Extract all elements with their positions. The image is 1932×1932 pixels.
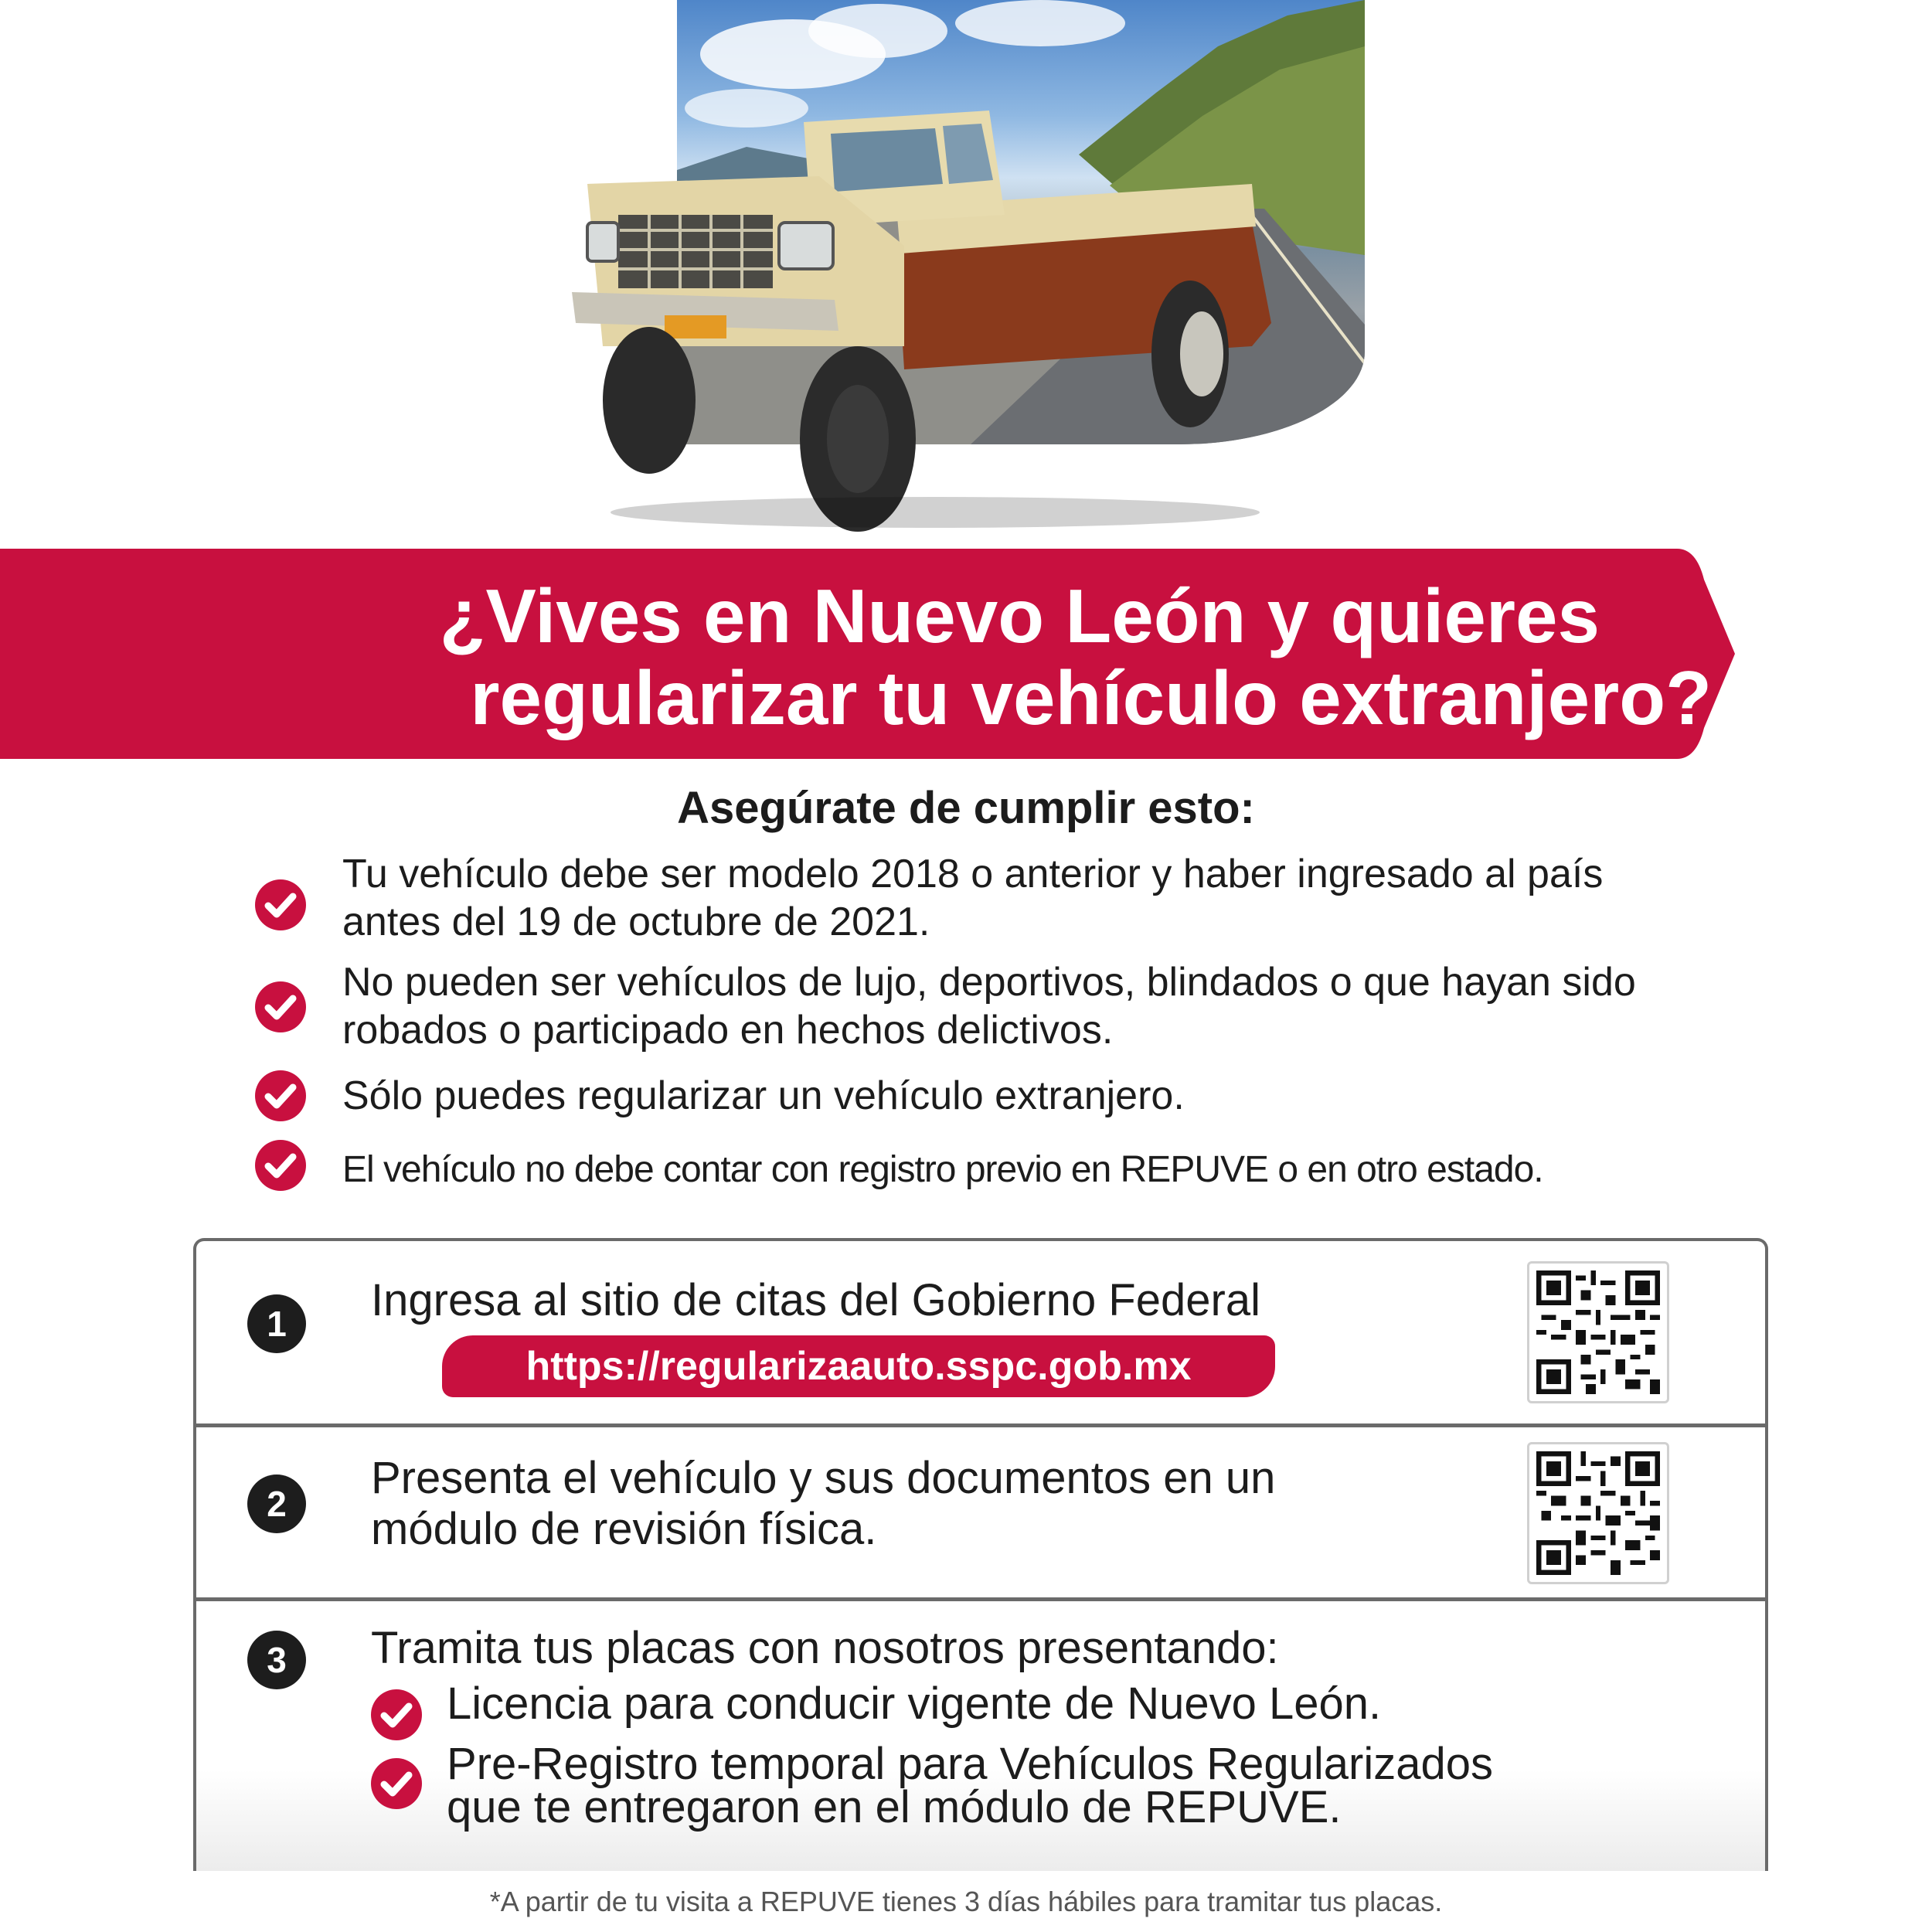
step-subitem-text: Licencia para conducir vigente de Nuevo León.	[447, 1679, 1382, 1729]
step-text: Tramita tus placas con nosotros presentando:	[371, 1623, 1279, 1673]
requirement-text: antes del 19 de octubre de 2021.	[342, 900, 930, 944]
appointment-site-link[interactable]: https://regularizaauto.sspc.gob.mx	[442, 1335, 1275, 1397]
step-number-badge: 1	[247, 1294, 306, 1353]
requirement-item	[255, 958, 1785, 1059]
check-icon	[371, 1758, 422, 1809]
step-text: módulo de revisión física.	[371, 1504, 877, 1554]
check-icon	[255, 1070, 306, 1121]
step-text: Presenta el vehículo y sus documentos en un	[371, 1453, 1276, 1503]
check-icon	[371, 1689, 422, 1740]
requirement-text: El vehículo no debe contar con registro previo en REPUVE o en otro estado.	[342, 1149, 1543, 1190]
requirement-text: Sólo puedes regularizar un vehículo extranjero.	[342, 1073, 1185, 1118]
step-divider	[193, 1597, 1765, 1601]
requirement-text: No pueden ser vehículos de lujo, deportivos, blindados o que hayan sido	[342, 960, 1636, 1005]
qr-code-icon	[1527, 1261, 1669, 1403]
check-icon	[255, 981, 306, 1032]
check-icon	[255, 879, 306, 930]
step-subitem-text: Pre-Registro temporal para Vehículos Regularizados	[447, 1739, 1494, 1789]
qr-code-icon	[1527, 1442, 1669, 1584]
step-divider	[193, 1423, 1765, 1427]
requirement-text: robados o participado en hechos delictivos.	[342, 1008, 1114, 1053]
page-title-line-1: ¿Vives en Nuevo León y quieres	[439, 573, 1600, 658]
requirement-item	[255, 1140, 1785, 1194]
step-number-badge: 3	[247, 1631, 306, 1689]
requirement-text: Tu vehículo debe ser modelo 2018 o anterior y haber ingresado al país	[342, 852, 1604, 896]
step-number-badge: 2	[247, 1475, 306, 1533]
footnote: *A partir de tu visita a REPUVE tienes 3 días hábiles para tramitar tus placas.	[489, 1886, 1443, 1917]
page-title-line-2: regularizar tu vehículo extranjero?	[470, 655, 1712, 740]
pickup-truck-image	[572, 91, 1298, 532]
requirement-item	[255, 850, 1785, 951]
step-subitem-text: que te entregaron en el módulo de REPUVE.	[447, 1782, 1342, 1832]
requirement-item	[255, 1070, 1785, 1124]
step-text: Ingresa al sitio de citas del Gobierno Federal	[371, 1275, 1260, 1325]
check-icon	[255, 1140, 306, 1191]
requirements-heading: Asegúrate de cumplir esto:	[677, 783, 1255, 833]
